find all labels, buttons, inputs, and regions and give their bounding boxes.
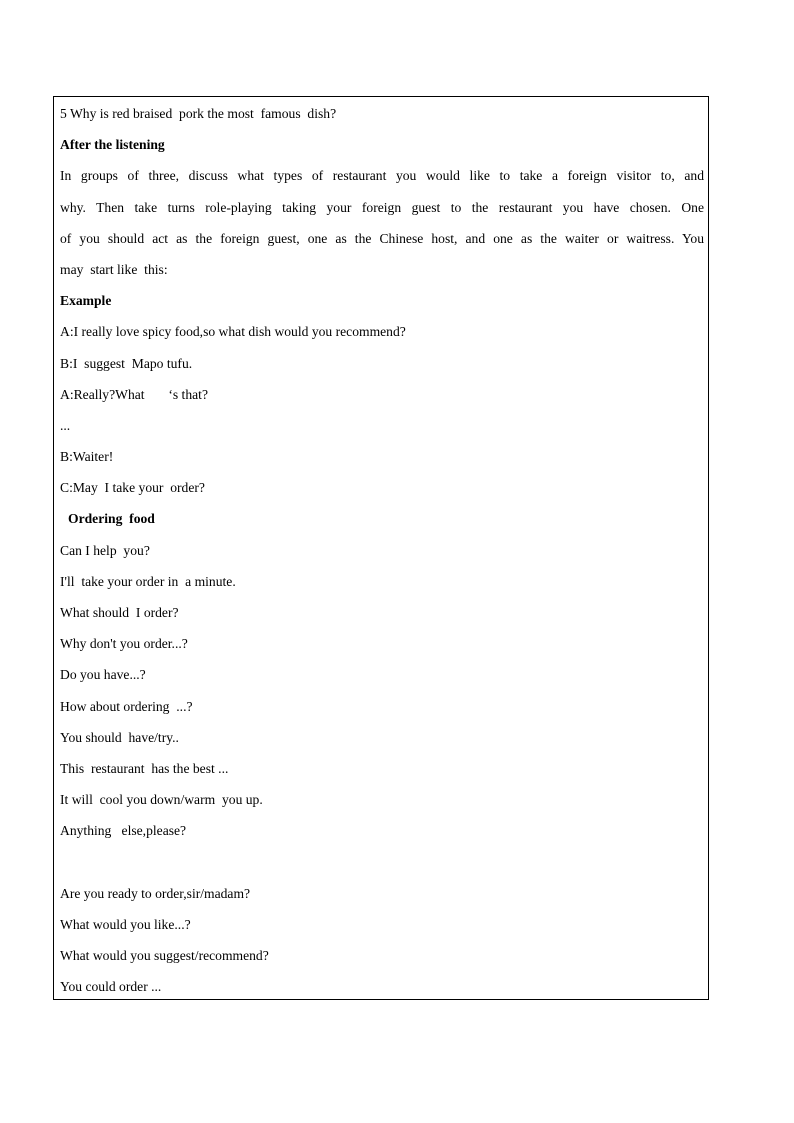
example-heading: Example xyxy=(60,293,112,309)
phrase-line: Do you have...? xyxy=(60,667,146,683)
phrase-line: What should I order? xyxy=(60,605,179,620)
phrase-line: It will cool you down/warm you up. xyxy=(60,792,263,808)
dialogue-line: C:May I take your order? xyxy=(60,480,205,496)
phrase-line: You should have/try.. xyxy=(60,729,179,745)
dialogue-line: A:Really?What ‘s that? xyxy=(60,386,208,402)
phrase-line: Why don't you order...? xyxy=(60,636,188,652)
question-5: 5 Why is red braised pork the most famous dish? xyxy=(60,106,337,121)
table-cell-border xyxy=(53,96,709,1000)
cell-content xyxy=(60,98,704,1002)
phrase-line: This restaurant has the best ... xyxy=(60,760,229,776)
phrase-line: How about ordering ...? xyxy=(60,698,193,714)
ordering-food-heading: Ordering food xyxy=(68,511,155,527)
blank-line xyxy=(60,847,704,878)
instruction-line-4: may start like this: xyxy=(60,261,168,277)
phrase-line: Are you ready to order,sir/madam? xyxy=(60,885,251,901)
dialogue-line: B:Waiter! xyxy=(60,449,114,465)
instruction-line-2: why. Then take turns role-playing taking your foreign guest to the restaurant you have chosen. One xyxy=(60,199,704,215)
phrase-line: Anything else,please? xyxy=(60,823,187,839)
phrase-line: I'll take your order in a minute. xyxy=(60,573,236,589)
phrase-line: What would you suggest/recommend? xyxy=(60,948,269,964)
phrase-line: Can I help you? xyxy=(60,542,150,558)
phrase-line: What would you like...? xyxy=(60,916,191,932)
dialogue-line: B:I suggest Mapo tufu. xyxy=(60,355,193,371)
section-heading-after-listening: After the listening xyxy=(60,137,165,153)
phrase-line: You could order ... xyxy=(60,979,162,995)
dialogue-ellipsis: ... xyxy=(60,417,71,433)
instruction-line-1: In groups of three, discuss what types of restaurant you would like to take a foreign visitor to, and xyxy=(60,168,704,184)
instruction-line-3: of you should act as the foreign guest, one as the Chinese host, and one as the waiter or waitress. You xyxy=(60,230,704,246)
dialogue-line: A:I really love spicy food,so what dish would you recommend? xyxy=(60,324,406,340)
